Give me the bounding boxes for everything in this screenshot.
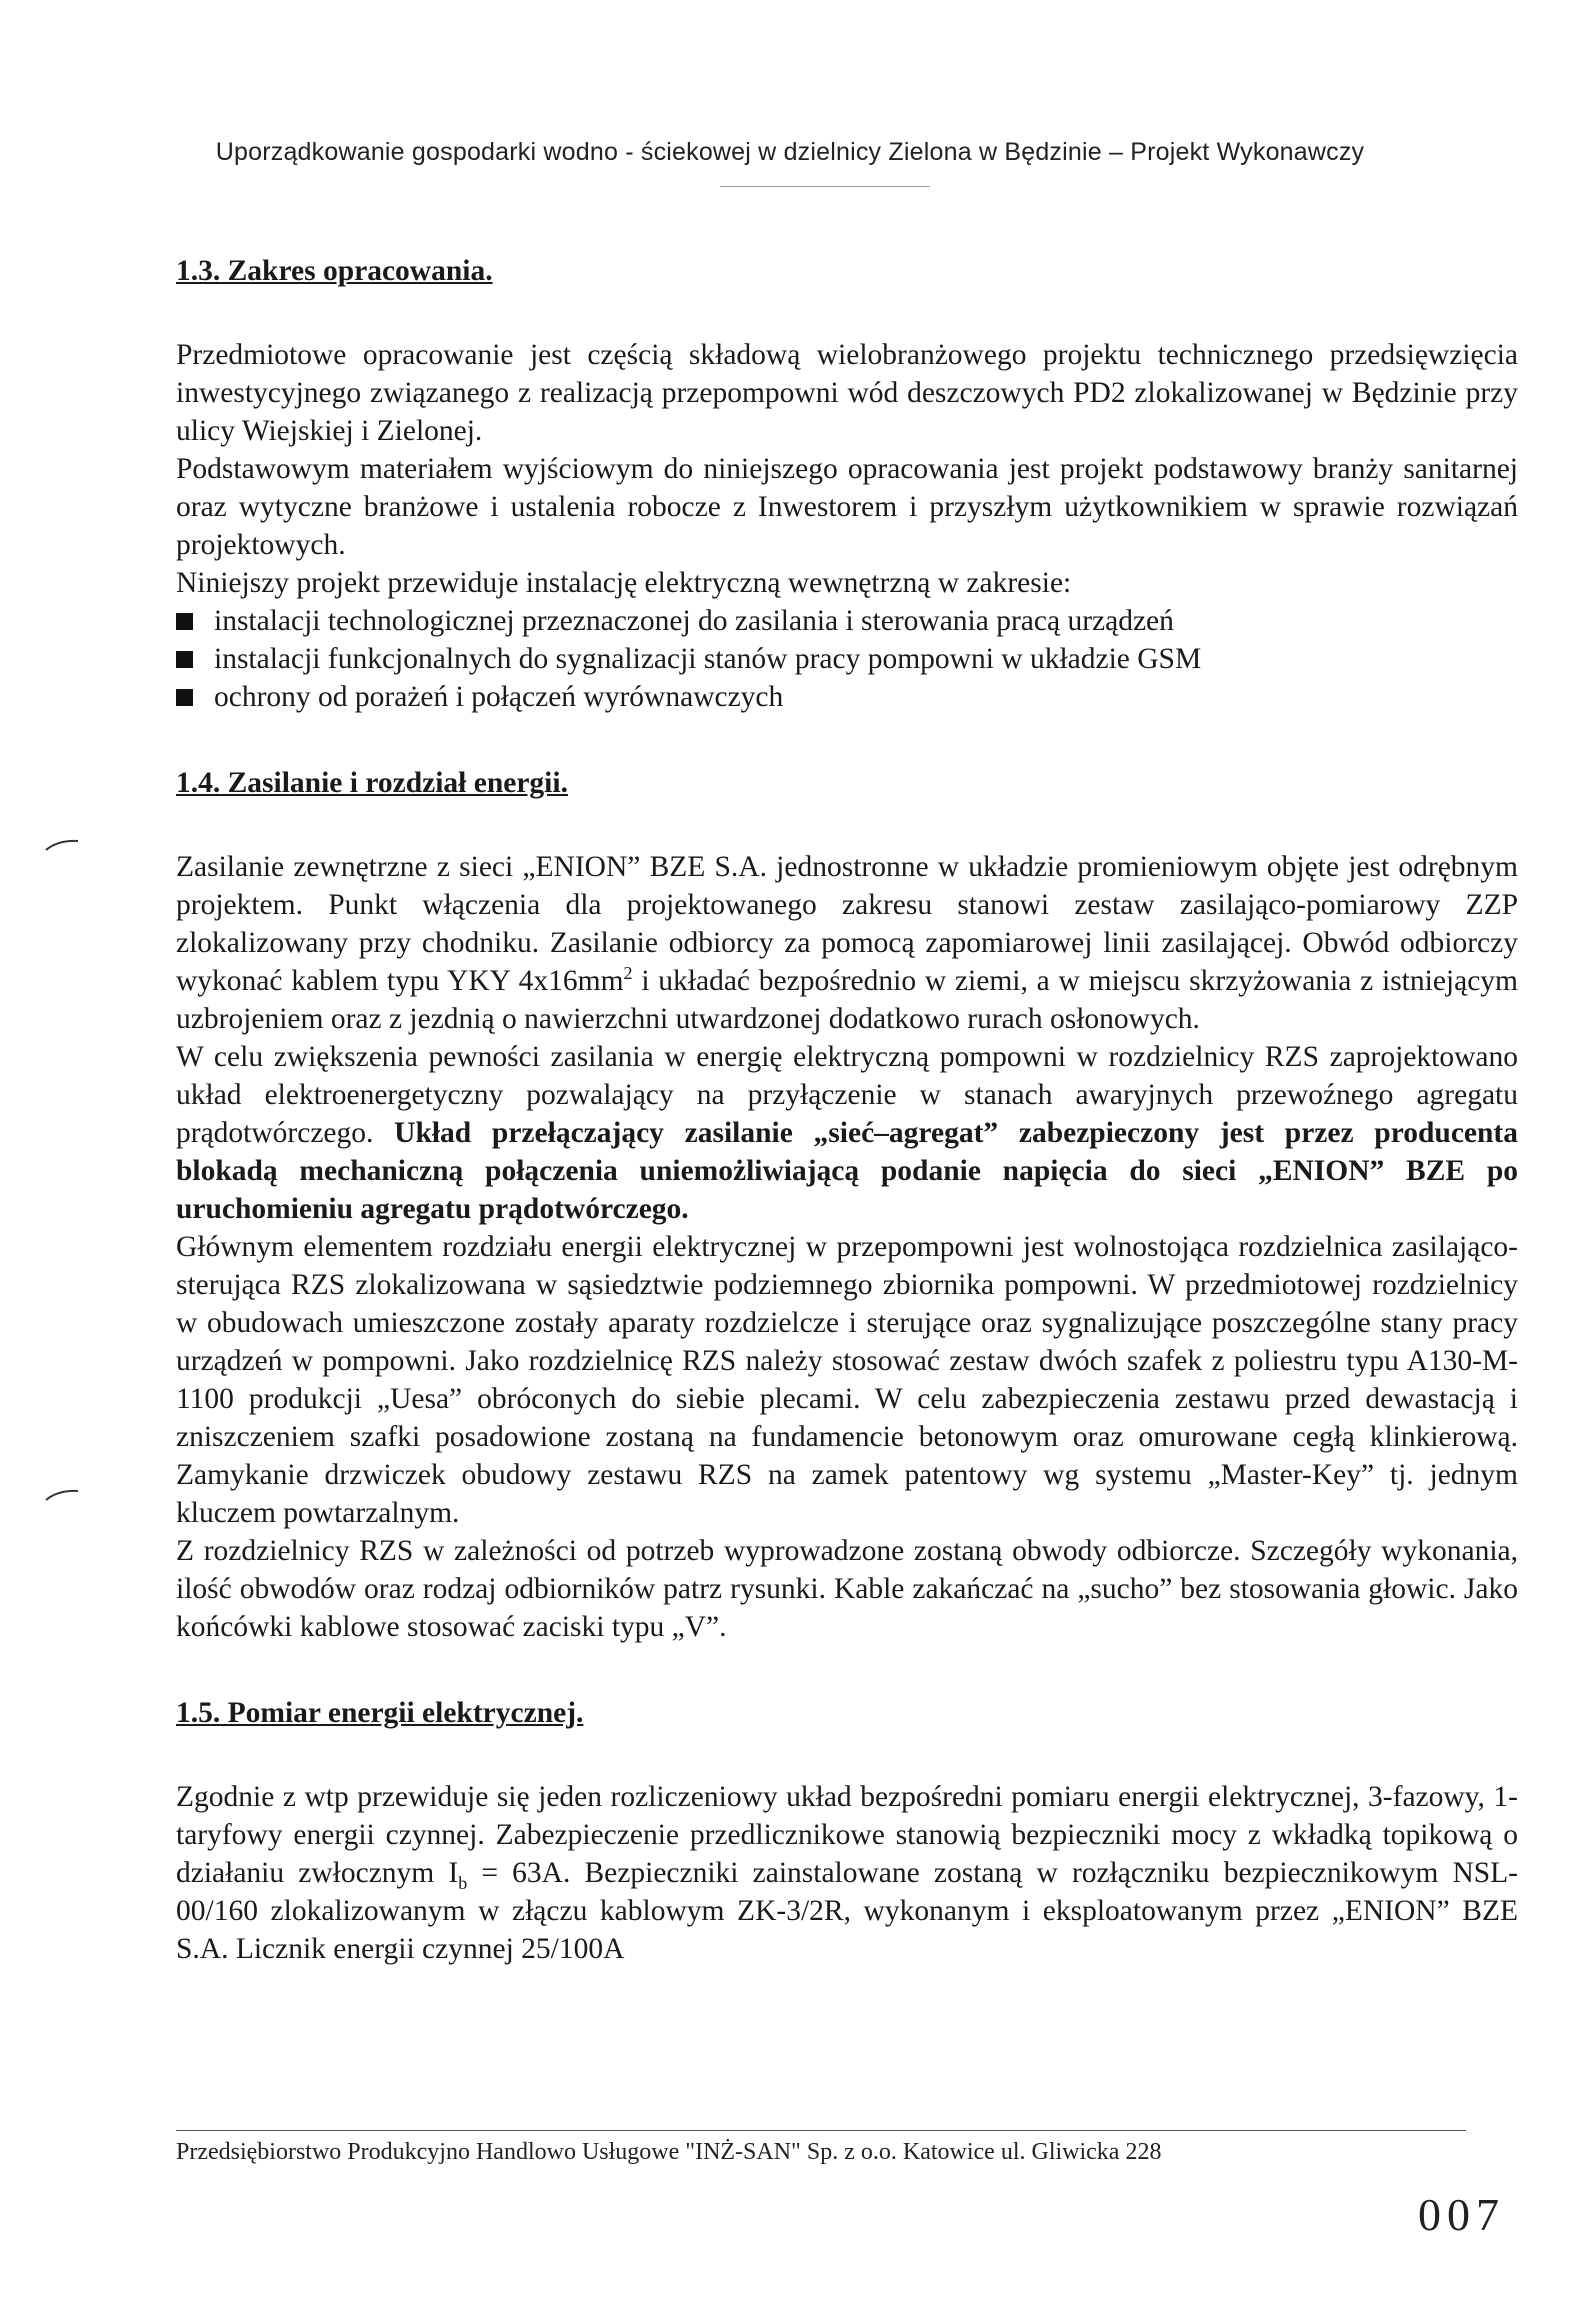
margin-mark-icon [44, 838, 80, 852]
scope-list [176, 602, 1518, 716]
list-item: instalacji funkcjonalnych do sygnalizacji stanów pracy pompowni w układzie GSM [176, 640, 1518, 678]
page-footer: Przedsiębiorstwo Produkcyjno Handlowo Usługowe "INŻ-SAN" Sp. z o.o. Katowice ul. Gliwicka 228 [176, 2139, 1162, 2165]
paragraph: Zasilanie zewnętrzne z sieci „ENION” BZE S.A. jednostronne w układzie promieniowym objęte jest odrębnym projektem. Punkt włączenia dla projektowanego zakresu stanowi zestaw zasilająco-pomiarowy ZZP zlokalizowany przy chodniku. Zasilanie odbiorcy za pomocą zapomiarowej linii zasilającej. Obwód odbiorczy wykonać kablem typu YKY $4x16mm^2$ i układać bezpośrednio w ziemi, a w miejscu skrzyżowania z istniejącym uzbrojeniem oraz z jezdnią o nawierzchni utwardzonej dodatkowo rurach osłonowych. [176, 851, 1518, 1035]
header-underline [720, 186, 930, 187]
paragraph: W celu zwiększenia pewności zasilania w energię elektryczną pompowni w rozdzielnicy RZS zaprojektowano układ elektroenergetyczny pozwalający na przyłączenie w stanach awaryjnych przewoźnego agregatu prądotwórczego. Układ przełączający zasilanie „sieć–agregat” zabezpieczony jest przez producenta blokadą mechaniczną połączenia uniemożliwiającą podanie napięcia do sieci „ENION” BZE po uruchomieniu agregatu prądotwórczego. [176, 1041, 1518, 1225]
paragraph: Niniejszy projekt przewiduje instalację elektryczną wewnętrzną w zakresie: [176, 567, 1072, 599]
list-item: instalacji technologicznej przeznaczonej do zasilania i sterowania pracą urządzeń [176, 602, 1518, 640]
paragraph: Przedmiotowe opracowanie jest częścią składową wielobranżowego projektu technicznego przedsięwzięcia inwestycyjnego związanego z realizacją przepompowni wód deszczowych PD2 zlokalizowanej w Będzinie przy ulicy Wiejskiej i Zielonej. [176, 339, 1518, 447]
section-heading: 1.5. Pomiar energii elektrycznej. [176, 1697, 584, 1729]
bold-notice: Układ przełączający zasilanie „sieć–agregat” zabezpieczony jest przez producenta blokadą mechaniczną połączenia uniemożliwiającą podanie napięcia do sieci „ENION” BZE po uruchomieniu agregatu prądotwórczego. [176, 1117, 1518, 1225]
section-heading: 1.4. Zasilanie i rozdział energii. [176, 767, 568, 799]
section-heading: 1.3. Zakres opracowania. [176, 255, 493, 287]
paragraph: Zgodnie z wtp przewiduje się jeden rozliczeniowy układ bezpośredni pomiaru energii elektrycznej, 3-fazowy, 1-taryfowy energii czynnej. Zabezpieczenie przedlicznikowe stanowią bezpieczniki mocy z wkładką topikową o działaniu zwłocznym $I_b = 63A$. Bezpieczniki zainstalowane zostaną w rozłączniku bezpiecznikowym NSL-00/160 zlokalizowanym w złączu kablowym ZK-3/2R, wykonanym i eksploatowanym przez „ENION” BZE S.A. Licznik energii czynnej 25/100A [176, 1781, 1519, 1965]
square-bullet-icon [176, 689, 193, 706]
page-header: Uporządkowanie gospodarki wodno - ściekowej w dzielnicy Zielona w Będzinie – Projekt Wykonawczy [215, 138, 1365, 166]
document-body [176, 252, 1518, 1968]
paragraph: Z rozdzielnicy RZS w zależności od potrzeb wyprowadzone zostaną obwody odbiorcze. Szczegóły wykonania, ilość obwodów oraz rodzaj odbiorników patrz rysunki. Kable zakańczać na „sucho” bez stosowania głowic. Jako końcówki kablowe stosować zaciski typu „V”. [176, 1535, 1518, 1643]
paragraph: Podstawowym materiałem wyjściowym do niniejszego opracowania jest projekt podstawowy branży sanitarnej oraz wytyczne branżowe i ustalenia robocze z Inwestorem i przyszłym użytkownikiem w sprawie rozwiązań projektowych. [176, 453, 1518, 561]
square-bullet-icon [176, 613, 193, 630]
square-bullet-icon [176, 651, 193, 668]
list-item: ochrony od porażeń i połączeń wyrównawczych [176, 678, 1518, 716]
margin-mark-icon [44, 1488, 80, 1502]
page-number: 007 [1418, 2189, 1505, 2240]
paragraph: Głównym elementem rozdziału energii elektrycznej w przepompowni jest wolnostojąca rozdzielnica zasilająco-sterująca RZS zlokalizowana w sąsiedztwie podziemnego zbiornika pompowni. W przedmiotowej rozdzielnicy w obudowach umieszczone zostały aparaty rozdzielcze i sterujące oraz sygnalizujące poszczególne stany pracy urządzeń w pompowni. Jako rozdzielnicę RZS należy stosować zestaw dwóch szafek z poliestru typu A130-M-1100 produkcji „Uesa” obróconych do siebie plecami. W celu zabezpieczenia zestawu przed dewastacją i zniszczeniem szafki posadowione zostaną na fundamencie betonowym oraz omurowane cegłą klinkierową. Zamykanie drzwiczek obudowy zestawu RZS na zamek patentowy wg systemu „Master-Key” tj. jednym kluczem powtarzalnym. [176, 1231, 1518, 1529]
footer-rule [176, 2130, 1466, 2131]
